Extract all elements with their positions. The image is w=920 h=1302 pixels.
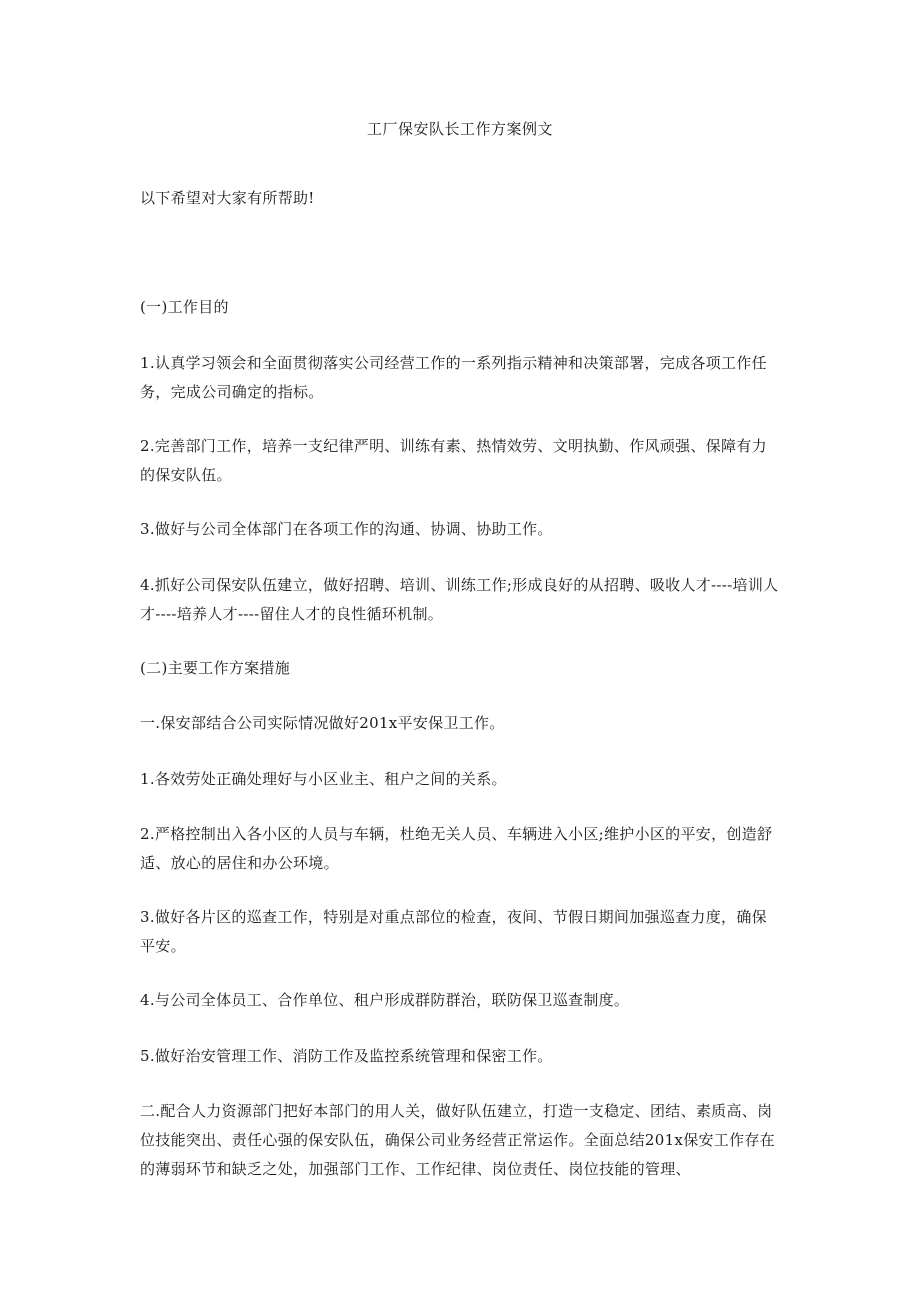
list-item: 3.做好各片区的巡查工作，特别是对重点部位的检查，夜间、节假日期间加强巡查力度，确保平安。 bbox=[140, 908, 767, 955]
list-item: 1.认真学习领会和全面贯彻落实公司经营工作的一系列指示精神和决策部署，完成各项工作任务，完成公司确定的指标。 bbox=[140, 354, 767, 401]
subsection-heading: 一.保安部结合公司实际情况做好201x平安保卫工作。 bbox=[140, 714, 505, 732]
list-item: 4.与公司全体员工、合作单位、租户形成群防群治，联防保卫巡查制度。 bbox=[140, 991, 630, 1009]
list-item: 5.做好治安管理工作、消防工作及监控系统管理和保密工作。 bbox=[140, 1047, 553, 1065]
intro-text: 以下希望对大家有所帮助! bbox=[140, 189, 315, 207]
list-item: 2.严格控制出入各小区的人员与车辆，杜绝无关人员、车辆进入小区;维护小区的平安，创造舒适、放心的居住和办公环境。 bbox=[140, 825, 773, 872]
section-heading-measures: (二)主要工作方案措施 bbox=[140, 659, 291, 677]
list-item: 4.抓好公司保安队伍建立，做好招聘、培训、训练工作;形成良好的从招聘、吸收人才----培训人才----培养人才----留住人才的良性循环机制。 bbox=[140, 576, 779, 623]
subsection-paragraph: 二.配合人力资源部门把好本部门的用人关，做好队伍建立，打造一支稳定、团结、素质高、岗位技能突出、责任心强的保安队伍，确保公司业务经营正常运作。全面总结201x保安工作存在的薄弱环节和缺乏之处，加强部门工作、工作纪律、岗位责任、岗位技能的管理、 bbox=[140, 1102, 775, 1178]
document-title: 工厂保安队长工作方案例文 bbox=[366, 120, 553, 138]
list-item: 3.做好与公司全体部门在各项工作的沟通、协调、协助工作。 bbox=[140, 520, 553, 538]
list-item: 2.完善部门工作，培养一支纪律严明、训练有素、热情效劳、文明执勤、作风顽强、保障有力的保安队伍。 bbox=[140, 437, 767, 484]
list-item: 1.各效劳处正确处理好与小区业主、租户之间的关系。 bbox=[140, 770, 507, 788]
section-heading-purpose: (一)工作目的 bbox=[140, 298, 229, 316]
